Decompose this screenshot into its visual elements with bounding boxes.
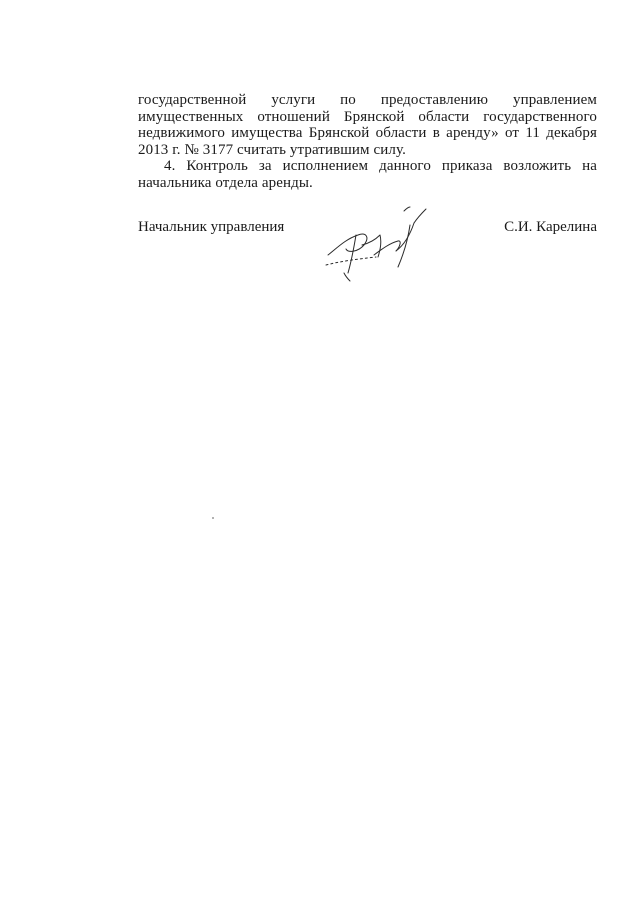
signatory-name: С.И. Карелина (504, 219, 597, 235)
signature-position-title: Начальник управления (138, 219, 285, 235)
paragraph-4: 4. Контроль за исполнением данного приказа возложить на начальника отдела аренды. (138, 158, 597, 191)
handwritten-signature-icon (318, 195, 438, 285)
paragraph-continuation: государственной услуги по предоставлению управлением имущественных отношений Брянской области государственного недвижимого имущества Брянской области в аренду» от 11 декабря 2013 г. № 3177 считать утратившим силу. (138, 92, 597, 158)
document-body (138, 92, 597, 191)
scan-speck (212, 517, 214, 519)
